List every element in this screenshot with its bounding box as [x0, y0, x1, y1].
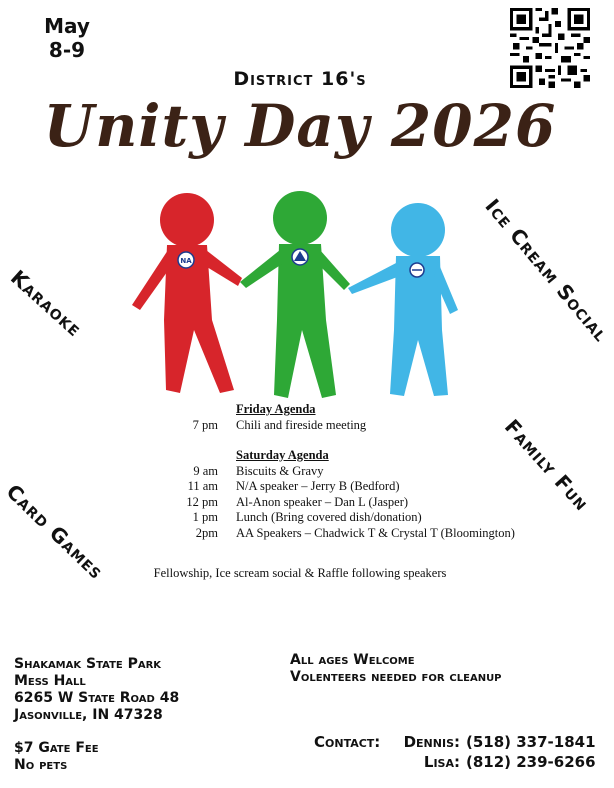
agenda-row: 12 pm Al-Anon speaker – Dan L (Jasper) — [186, 494, 409, 509]
gate-fee: $7 Gate Fee — [14, 740, 99, 756]
figure-blue — [348, 203, 458, 396]
volunteers-note: Volenteers needed for cleanup — [290, 669, 502, 685]
event-days: 8-9 — [48, 38, 86, 62]
card-games-label: Card Games — [1, 479, 109, 584]
contact-name: Dennis: — [403, 733, 460, 751]
district-heading: District 16's — [233, 68, 367, 90]
venue-city: Jasonville, IN 47328 — [14, 707, 163, 723]
agenda-row: 7 pm Chili and fireside meeting — [192, 417, 367, 432]
contact-name: Lisa: — [423, 753, 460, 771]
na-badge-label: NA — [180, 257, 192, 265]
agenda-row: 2pm AA Speakers – Chadwick T & Crystal T (Bloomington) — [195, 525, 515, 540]
all-ages-note: All ages Welcome — [290, 652, 415, 668]
contact-label: Contact: — [314, 733, 381, 751]
venue-park: Shakamak State Park — [14, 656, 162, 672]
notes — [290, 652, 502, 686]
venue-address — [14, 656, 179, 724]
fellowship-note: Fellowship, Ice scream social & Raffle following speakers — [153, 566, 447, 580]
agenda — [170, 402, 515, 541]
contact-phone[interactable]: (518) 337-1841 — [466, 733, 596, 751]
friday-agenda-heading: Friday Agenda — [236, 402, 316, 416]
karaoke-label: Karaoke — [5, 265, 87, 342]
agenda-row: 9 am Biscuits & Gravy — [193, 463, 324, 478]
unity-figures-illustration — [122, 190, 472, 405]
agenda-row: 11 am N/A speaker – Jerry B (Bedford) — [187, 479, 400, 493]
agenda-row: 1 pm Lunch (Bring covered dish/donation) — [192, 510, 422, 524]
figure-red — [132, 193, 242, 393]
event-title: Unity Day 2026 — [43, 92, 557, 160]
venue-street: 6265 W State Road 48 — [14, 690, 180, 706]
event-date — [36, 14, 98, 62]
pet-policy: No pets — [14, 757, 68, 773]
contact-phone[interactable]: (812) 239-6266 — [466, 753, 596, 771]
ice-cream-social-label: Ice Cream Social — [480, 194, 614, 347]
contact-info — [314, 732, 596, 772]
event-month: May — [44, 14, 90, 38]
fees-info — [14, 740, 99, 774]
family-fun-label: Family Fun — [499, 414, 595, 516]
figure-green — [240, 191, 350, 398]
venue-hall: Mess Hall — [14, 673, 86, 689]
saturday-agenda-heading: Saturday Agenda — [236, 448, 329, 462]
